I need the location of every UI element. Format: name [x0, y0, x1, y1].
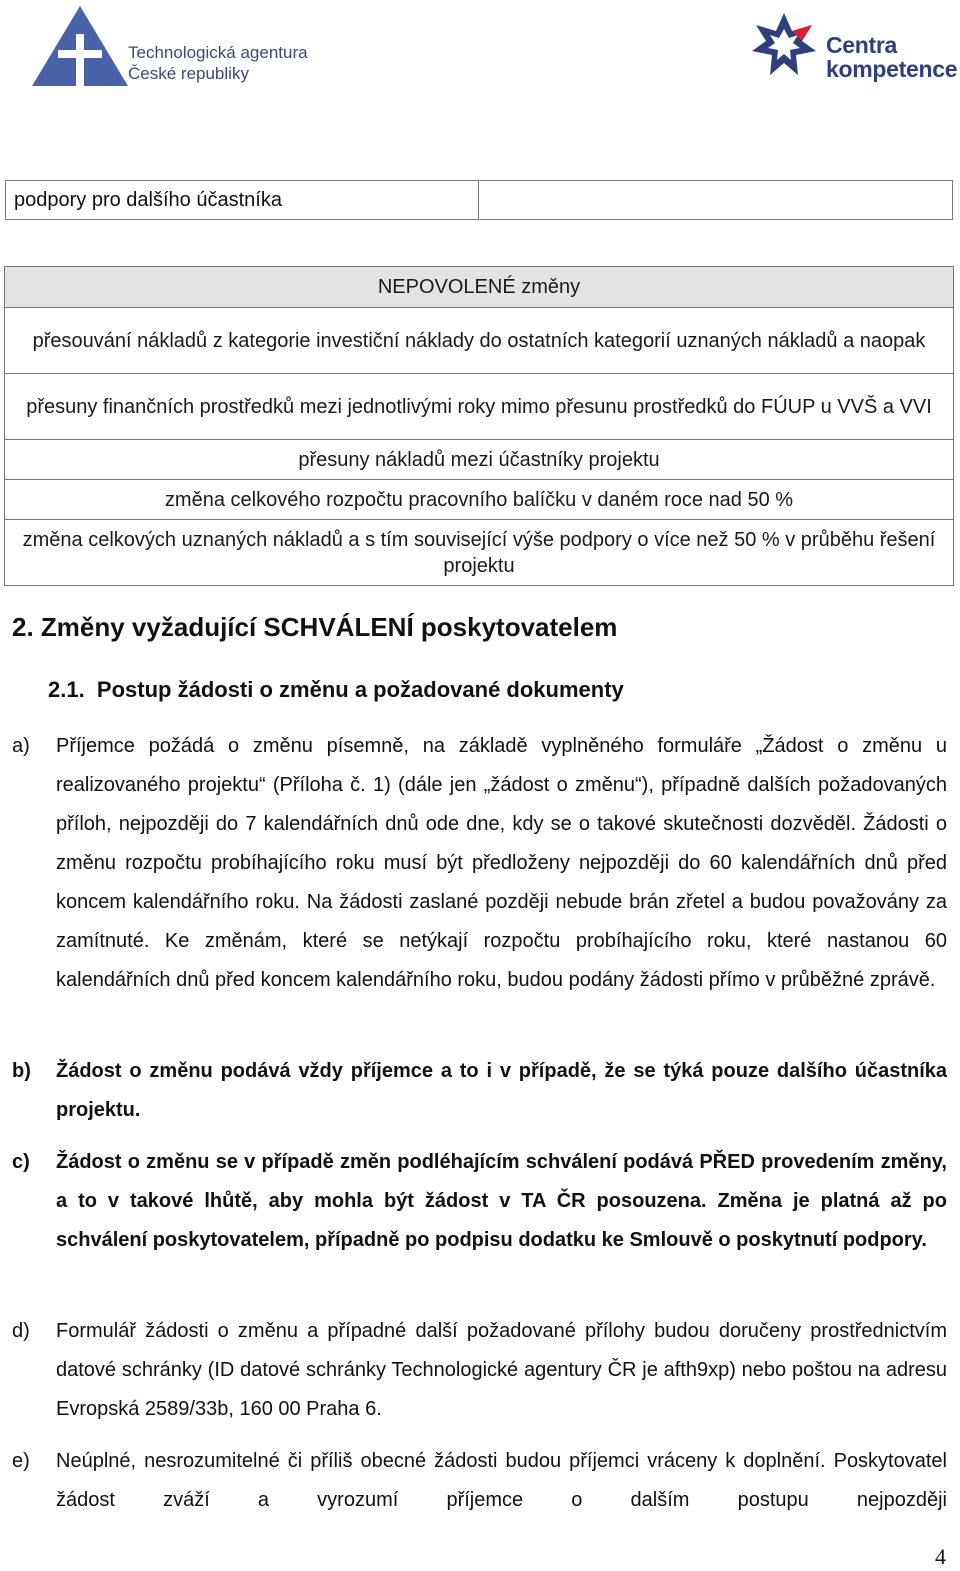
tacr-logo-line-1: Technologická agentura	[128, 43, 308, 62]
list-item	[12, 1442, 947, 1520]
table-row	[5, 520, 954, 586]
ck-star-icon	[752, 13, 816, 75]
table-row	[5, 440, 954, 480]
table-row	[6, 181, 953, 220]
list-item-label: c)	[12, 1151, 30, 1173]
list-item-label: b)	[12, 1060, 31, 1082]
tacr-logo-text	[128, 42, 308, 84]
list-item-label: a)	[12, 735, 30, 757]
tacr-logo-line-2: České republiky	[128, 64, 249, 83]
fragment-cell-right	[479, 181, 953, 220]
table-row	[5, 480, 954, 520]
list-item-text: Žádost o změnu podává vždy příjemce a to i v případě, že se týká pouze dalšího účastníka projektu.	[56, 1060, 947, 1121]
list-item	[12, 1312, 947, 1429]
fragment-table	[5, 180, 953, 220]
forbidden-change-item: změna celkových uznaných nákladů a s tím související výše podpory o více než 50 % v průběhu řešení projektu	[5, 520, 954, 586]
forbidden-change-item: přesuny nákladů mezi účastníky projektu	[5, 440, 954, 480]
list-item-text: Žádost o změnu se v případě změn podléhajícím schválení podává PŘED provedením změny, a to v takové lhůtě, aby mohla být žádost v TA ČR posouzena. Změna je platná až po schválení poskytovatelem, případně po podpisu dodatku ke Smlouvě o poskytnutí podpory.	[56, 1151, 947, 1251]
ck-logo-text	[826, 33, 957, 81]
forbidden-change-item: přesuny finančních prostředků mezi jednotlivými roky mimo přesunu prostředků do FÚUP u VVŠ a VVI	[5, 374, 954, 440]
forbidden-change-item: změna celkového rozpočtu pracovního balíčku v daném roce nad 50 %	[5, 480, 954, 520]
list-item	[12, 1143, 947, 1260]
list-item-text: Příjemce požádá o změnu písemně, na základě vyplněného formuláře „Žádost o změnu u realizovaného projektu“ (Příloha č. 1) (dále jen „žádost o změnu“), případně dalších požadovaných příloh, nejpozději do 7 kalendářních dnů ode dne, kdy se o takové skutečnosti dozvěděl. Žádosti o změnu rozpočtu probíhajícího roku musí být předloženy nejpozději do 60 kalendářních dnů před koncem kalendářního roku. Na žádosti zaslané později nebude brán zřetel a budou považovány za zamítnuté. Ke změnám, které se netýkají rozpočtu probíhajícího roku, které nastanou 60 kalendářních dnů před koncem kalendářního roku, budou podány žádosti přímo v průběžné zprávě.	[56, 735, 947, 991]
ck-logo-line-2: kompetence	[826, 56, 958, 82]
ck-logo-line-1: Centra	[826, 32, 898, 58]
list-item	[12, 1052, 947, 1130]
fragment-cell-left: podpory pro dalšího účastníka	[6, 181, 479, 220]
list-item	[12, 727, 947, 1000]
forbidden-changes-table	[4, 266, 954, 586]
section-heading: 2. Změny vyžadující SCHVÁLENÍ poskytovatelem	[12, 612, 618, 642]
table-row	[5, 308, 954, 374]
list-item-label: e)	[12, 1450, 30, 1472]
forbidden-change-item: přesouvání nákladů z kategorie investiční náklady do ostatních kategorií uznaných nákladů a naopak	[5, 308, 954, 374]
table-row	[5, 374, 954, 440]
subsection-heading: 2.1. Postup žádosti o změnu a požadované dokumenty	[48, 677, 624, 702]
page-number: 4	[935, 1544, 946, 1569]
list-item-label: d)	[12, 1320, 30, 1342]
list-item-text: Neúplné, nesrozumitelné či příliš obecné žádosti budou příjemci vráceny k doplnění. Poskytovatel žádost zváží a vyrozumí příjemce o dalším postupu nejpozději	[56, 1450, 947, 1511]
table-row	[5, 267, 954, 308]
forbidden-changes-heading: NEPOVOLENÉ změny	[5, 267, 954, 308]
list-item-text: Formulář žádosti o změnu a případné další požadované přílohy budou doručeny prostřednictvím datové schránky (ID datové schránky Technologické agentury ČR je afth9xp) nebo poštou na adresu Evropská 2589/33b, 160 00 Praha 6.	[56, 1320, 947, 1420]
